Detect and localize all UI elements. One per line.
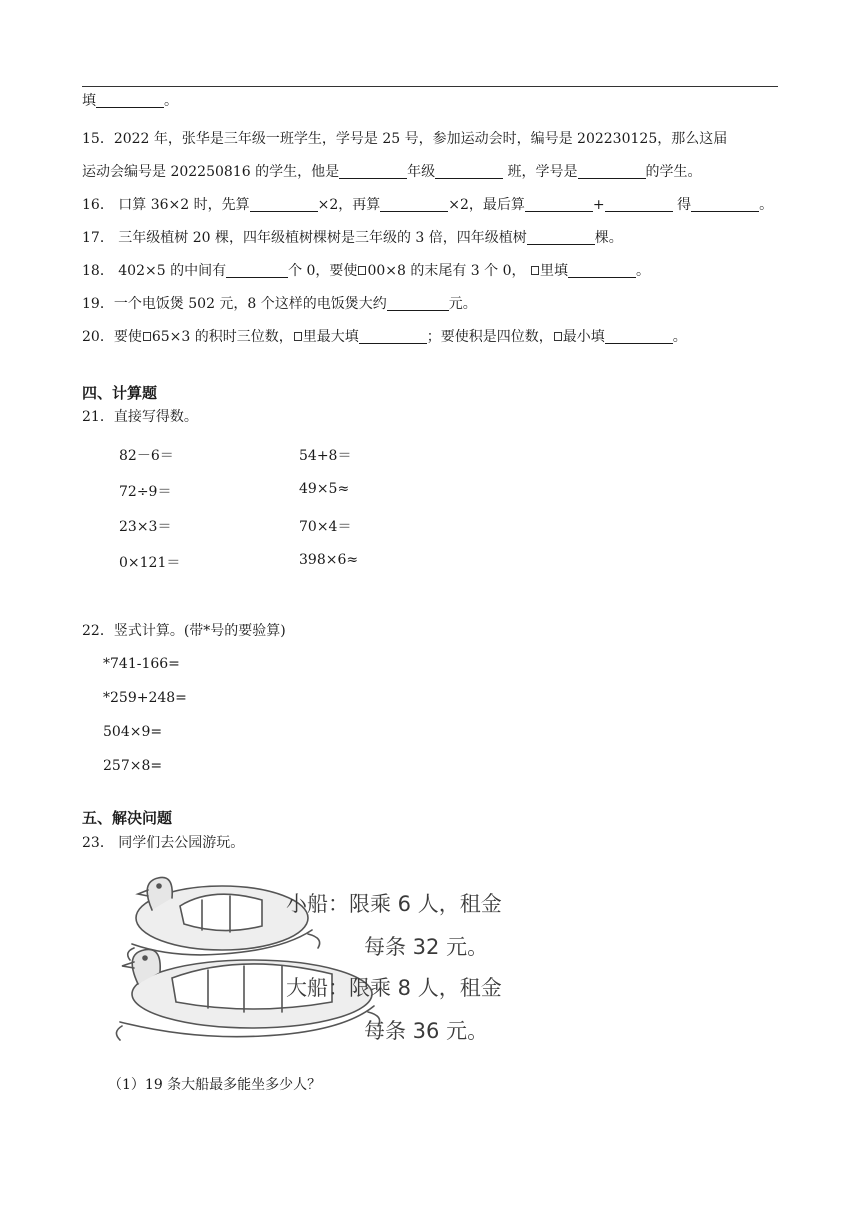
question-19: 19．一个电饭煲 502 元，8 个这样的电饭煲大约 元。 xyxy=(82,296,477,312)
answer-blank[interactable] xyxy=(527,230,595,245)
boat-rental-illustration xyxy=(112,866,542,1052)
question-17: 17． 三年级植树 20 棵，四年级植树棵树是三年级的 3 倍，四年级植树 棵。 xyxy=(82,230,623,246)
answer-blank[interactable] xyxy=(380,197,448,212)
answer-blank[interactable] xyxy=(435,164,503,179)
small-boat-line2: 每条 32 元。 xyxy=(364,935,489,959)
square-box-icon xyxy=(531,266,539,275)
answer-blank[interactable] xyxy=(568,263,636,278)
answer-blank[interactable] xyxy=(359,329,427,344)
vertical-calc-item: *259+248= xyxy=(103,690,187,706)
top-rule xyxy=(82,86,778,87)
answer-blank[interactable] xyxy=(250,197,318,212)
answer-blank[interactable] xyxy=(226,263,288,278)
question-15-line1: 15．2022 年，张华是三年级一班学生，学号是 25 号，参加运动会时，编号是 202230125，那么这届 xyxy=(82,131,728,147)
vertical-calc-item: 504×9= xyxy=(103,724,163,740)
answer-blank[interactable] xyxy=(96,93,164,108)
question-18: 18． 402×5 的中间有 个 0，要使 00×8 的末尾有 3 个 0， 里填 。 xyxy=(82,263,650,279)
vertical-calc-item: *741-166= xyxy=(103,656,180,672)
duck-boats-icon xyxy=(112,866,542,1052)
question-23-title: 23． 同学们去公园游玩。 xyxy=(82,835,245,851)
section-4-title: 四、计算题 xyxy=(82,384,158,402)
calc-item: 23×3＝ xyxy=(119,519,172,535)
calc-item: 82－6＝ xyxy=(119,448,174,464)
vertical-calc-item: 257×8= xyxy=(103,758,163,774)
calc-item: 72÷9＝ xyxy=(119,484,172,500)
answer-blank[interactable] xyxy=(339,164,407,179)
square-box-icon xyxy=(143,332,151,341)
calc-item: 398×6≈ xyxy=(299,552,359,568)
calc-item: 54+8＝ xyxy=(299,448,352,464)
answer-blank[interactable] xyxy=(691,197,759,212)
question-15-line2: 运动会编号是 202250816 的学生，他是 年级 班，学号是 的学生。 xyxy=(82,164,702,180)
question-21-title: 21．直接写得数。 xyxy=(82,409,198,425)
square-box-icon xyxy=(294,332,302,341)
answer-blank[interactable] xyxy=(525,197,593,212)
calc-item: 70×4＝ xyxy=(299,519,352,535)
question-20: 20．要使 65×3 的积时三位数， 里最大填 ；要使积是四位数， 最小填 。 xyxy=(82,329,687,345)
answer-blank[interactable] xyxy=(605,329,673,344)
small-boat-line1: 小船：限乘 6 人，租金 xyxy=(286,892,502,916)
answer-blank[interactable] xyxy=(387,296,449,311)
question-22-title: 22．竖式计算。(带*号的要验算) xyxy=(82,623,286,639)
square-box-icon xyxy=(358,266,366,275)
question-14-tail: 填 。 xyxy=(82,93,178,109)
calc-item: 49×5≈ xyxy=(299,481,350,497)
section-5-title: 五、解决问题 xyxy=(82,809,173,827)
question-16: 16． 口算 36×2 时，先算 ×2，再算 ×2，最后算 + 得 。 xyxy=(82,197,774,213)
big-boat-line1: 大船：限乘 8 人，租金 xyxy=(286,976,502,1000)
answer-blank[interactable] xyxy=(605,197,673,212)
question-23-sub1: （1）19 条大船最多能坐多少人？ xyxy=(108,1077,322,1093)
square-box-icon xyxy=(554,332,562,341)
calc-item: 0×121＝ xyxy=(119,555,181,571)
answer-blank[interactable] xyxy=(578,164,646,179)
big-boat-line2: 每条 36 元。 xyxy=(364,1019,489,1043)
